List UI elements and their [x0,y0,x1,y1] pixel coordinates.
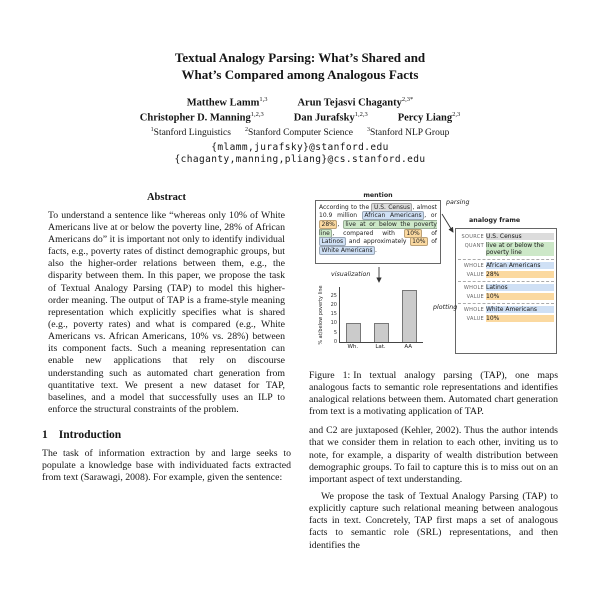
frame-divider [458,281,554,282]
emails [0,142,600,166]
frame-slot-label: SOURCE [461,234,484,241]
two-column-body [0,192,600,552]
affiliation: $^3$Stanford NLP Group [367,126,450,138]
frame-row [458,233,554,240]
affiliations [0,127,600,138]
chart-plot-area [339,287,423,343]
chart-y-tick: 5 [333,329,337,336]
author-affiliation-superscript: 1,2,3 [354,111,368,119]
email-line: {mlamm,jurafsky}@stanford.edu [211,141,389,153]
mention-span-whole: African Americans [362,211,424,220]
frame-divider [458,259,554,260]
chart-y-tick: 25 [330,292,337,299]
author-name: Arun Tejasvi Chaganty$^{2,3*}$ [297,95,414,109]
bar-chart [317,284,433,362]
title-line-2: What’s Compared among Analogous Facts [181,66,419,82]
mention-span-quant: live at or below the poverty line [319,221,437,237]
mention-span-value: 10% [404,229,422,238]
chart-x-tick-label: Lat. [375,343,386,350]
mention-plain-text: According to the [319,203,372,211]
figure-caption-text: In textual analogy parsing (TAP), one maps analogous facts to semantic role representations and identifies analogical relations between them. Automated chart generation from text is a motivating application of TAP. [309,369,559,418]
parsing-arrow [442,214,453,232]
author-name: Dan Jurafsky$^{1,2,3}$ [293,111,368,124]
affiliation-superscript: 3 [367,126,370,133]
analogy-frame-box [455,228,557,354]
frame-slot-label: VALUE [466,315,484,322]
chart-x-tick-label: Wh. [347,343,359,350]
frame-chip-quant: live at or below the poverty line [486,242,554,256]
chart-x-tick-label: AA [404,343,412,350]
mention-plain-text: . [375,247,377,255]
figure-label-mention: mention [363,191,393,199]
figure-1-diagram [309,192,558,364]
paper-title [0,50,600,84]
left-column [42,192,291,552]
mention-span-value: 28% [319,220,337,229]
affiliation: $^2$Stanford Computer Science [244,126,353,138]
frame-chip-value: 10% [486,293,554,300]
author-affiliation-superscript: 2,3 [452,111,461,119]
email-line: {chaganty,manning,pliang}@cs.stanford.edu [174,153,426,165]
figure-label-visualization: visualization [331,270,371,278]
author-affiliation-superscript: 1,2,3 [250,111,264,119]
figure-caption [309,370,558,419]
frame-row [458,306,554,313]
chart-y-axis-label: % at/below poverty line [318,285,324,345]
mention-plain-text: , almost 10.9 million [319,203,438,220]
figure-label-parsing: parsing [446,198,470,206]
frame-divider [458,303,554,304]
chart-bar [402,290,417,341]
mention-span-value: 10% [410,237,428,246]
frame-slot-label: VALUE [466,271,484,278]
frame-chip-value: 10% [486,315,554,322]
section-title: Introduction [58,429,122,442]
frame-slot-label: WHOLE [463,285,484,292]
abstract-body: To understand a sentence like “whereas only 10% of White Americans live at or below the poverty line, 28% of African Americans do” it is important not only to identify individual facts, e.g., poverty rates of distinct demographic groups, but also the higher-order relations between them, e.g., the disparity between them. In this paper, we propose the task of Textual Analogy Parsing (TAP) to model this higher-order meaning. The output of TAP is a frame-style meaning representation which explicitly specifies what is shared (e.g., poverty rates) and what is compared (e.g., White Americans vs. African Americans, 10% vs. 28%) between its component facts. Such a meaning representation can enable new applications that rely on discourse understanding such as automated chart generation from quantitative text. We present a new dataset for TAP, baselines, and a model that successfully uses an ILP to enforce the structural constraints of the problem. [48,209,285,415]
mention-span-whole: White Americans [319,246,375,255]
frame-slot-label: WHOLE [463,307,484,313]
mention-text [319,203,437,255]
mention-plain-text: , [337,221,343,229]
abstract-heading: Abstract [146,191,187,203]
author-name: Matthew Lamm$^{1,3}$ [186,95,268,109]
frame-row [458,293,554,300]
intro-paragraph: The task of information extraction by and large seeks to populate a knowledge base with individuated facts extracted from text (Sarawagi, 2008). For example, given the sentence: [42,448,291,484]
author-name: Christopher D. Manning$^{1,2,3}$ [139,111,264,124]
chart-y-tick: 20 [330,302,337,309]
author-name: Percy Liang$^{2,3}$ [397,111,461,124]
frame-chip-whole: African Americans [486,262,554,269]
paper-header [0,0,600,166]
chart-bar [346,323,361,341]
body-paragraph-2: We propose the task of Textual Analogy Parsing (TAP) to explicitly capture such relational meaning between analogous facts in text. Concretely, TAP first maps a set of analogous facts to semantic role (SRL) representations, and then identifies the [309,490,558,551]
section-heading-introduction [42,429,291,441]
frame-row [458,315,554,322]
section-number: 1 [42,429,48,442]
frame-row [458,271,554,278]
frame-chip-source: U.S. Census [486,233,554,240]
frame-slot-label: QUANT [464,242,484,249]
mention-box [315,200,441,264]
frame-chip-whole: Latinos [486,284,554,291]
mention-plain-text: of [422,229,437,237]
affiliation-superscript: 2 [244,126,248,133]
authors-row-2 [0,111,600,124]
frame-chip-whole: White Americans [486,306,554,313]
mention-plain-text: , compared with [332,229,404,237]
author-affiliation-superscript: 2,3* [401,95,414,103]
figure-label-plotting: plotting [433,303,458,311]
mention-plain-text: and approximately [345,238,410,246]
frame-slot-label: WHOLE [463,263,484,270]
affiliation: $^1$Stanford Linguistics [150,126,231,138]
author-affiliation-superscript: 1,3 [259,95,268,103]
frame-row [458,242,554,256]
body-paragraph-1: and C2 are juxtaposed (Kehler, 2002). Thus the author intends that we consider them in relation to each other, inviting us to note, for example, a disparity of wealth distribution between demographic groups. To fail to capture this is to miss out on an important aspect of text understanding. [309,425,558,485]
chart-y-tick: 0 [333,338,337,345]
chart-y-tick: 10 [330,320,337,327]
chart-bar [374,323,389,341]
frame-chip-value: 28% [486,271,554,278]
affiliation-superscript: 1 [150,126,154,133]
mention-plain-text: , or [424,212,437,220]
mention-plain-text: of [428,238,437,246]
title-line-1: Textual Analogy Parsing: What’s Shared and [174,50,426,65]
mention-span-source: U.S. Census [371,203,412,212]
authors-row-1 [0,96,600,109]
frame-row [458,262,554,269]
right-column [309,192,558,552]
chart-y-tick: 15 [330,311,337,318]
frame-slot-label: VALUE [466,293,484,300]
frame-row [458,284,554,291]
figure-label-analogy-frame: analogy frame [469,216,521,224]
mention-span-whole: Latinos [319,237,346,246]
figure-caption-label: Figure 1: [309,369,351,381]
